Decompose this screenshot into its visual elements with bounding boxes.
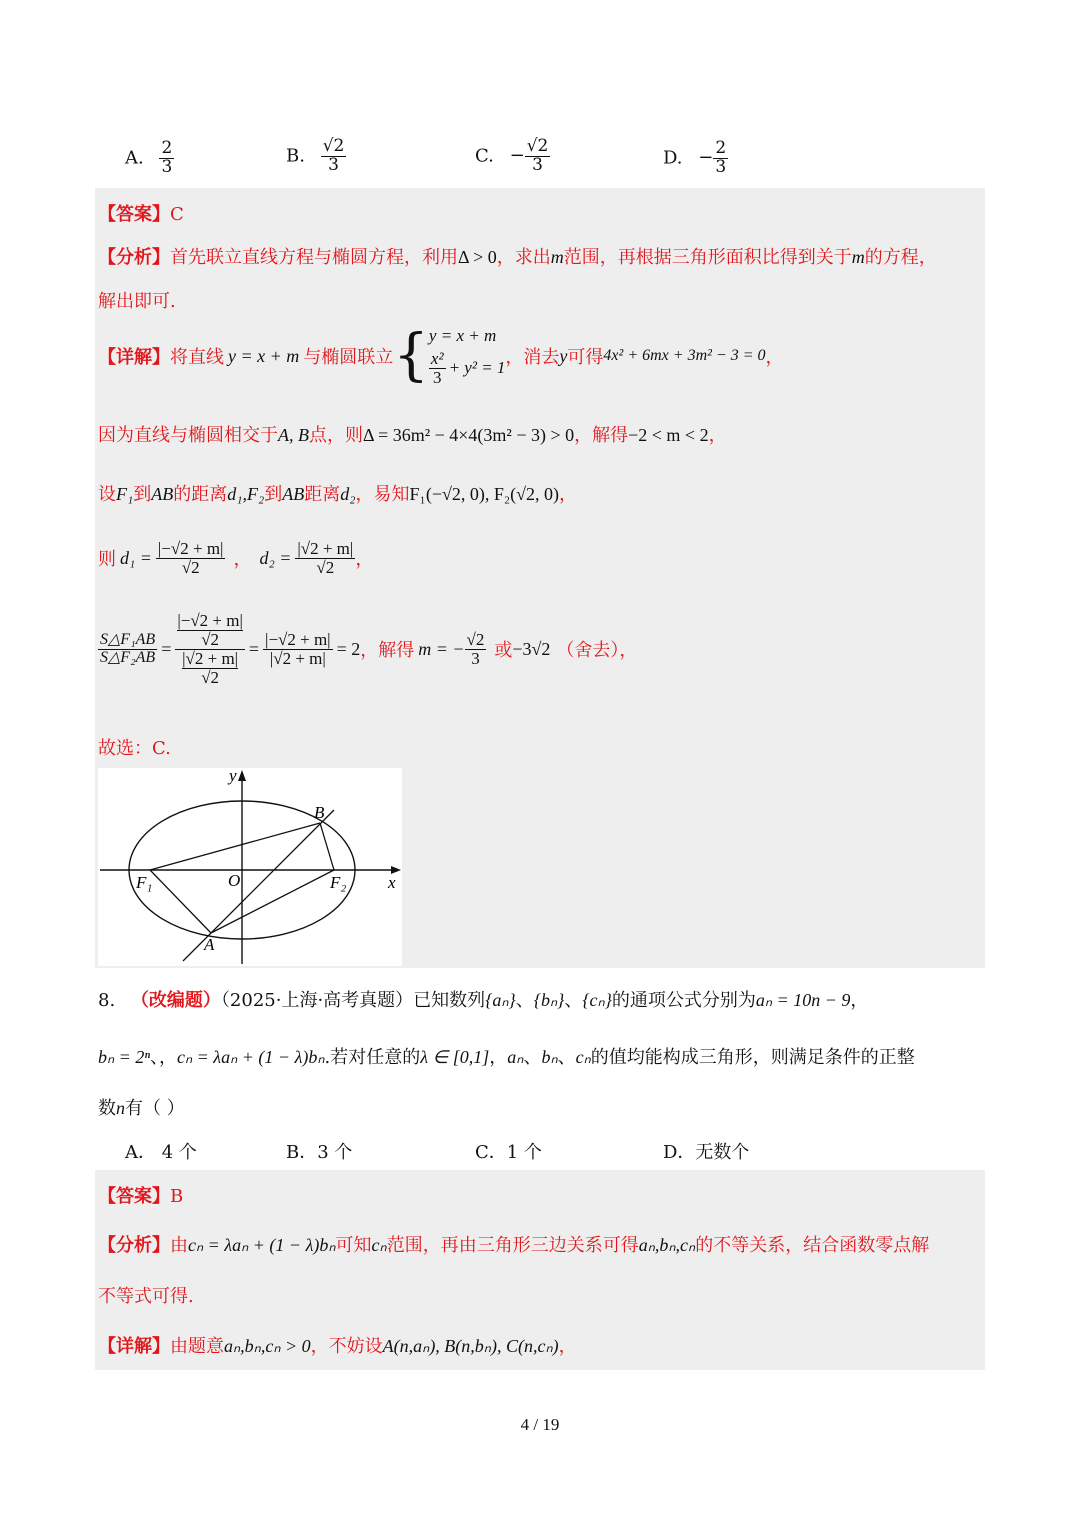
q7-analysis-line2: 解出即可. (98, 291, 176, 312)
analysis-text: 可知 (335, 1235, 372, 1256)
q8-stem-line3 (98, 1094, 185, 1120)
detail-tag: 【详解】 (98, 347, 170, 369)
math-expression: A(n,aₙ), B(n,bₙ), C(n,cₙ) (382, 1336, 559, 1356)
q7-option-d (663, 140, 728, 177)
math-variable: y (559, 345, 568, 366)
ellipse-figure (98, 768, 402, 966)
math-expression: AB (282, 484, 305, 504)
y-axis-arrow-icon (238, 770, 246, 781)
label-f2: F₂ (330, 873, 347, 892)
detail-text: 的距离 (173, 484, 228, 505)
q7-distance-line (98, 480, 577, 506)
math-expression: bₙ = 2ⁿ (98, 1047, 150, 1067)
fraction (156, 540, 226, 577)
math-variable: m (550, 247, 564, 267)
question-text: 有（ ） (125, 1098, 185, 1119)
question-text: 、， (150, 1047, 177, 1068)
math-expression: {bₙ} (533, 990, 565, 1010)
minus-sign: − (698, 147, 714, 169)
math-expression: d₁ = (120, 547, 152, 568)
area-ratio-fraction (98, 632, 157, 667)
fraction (525, 138, 551, 175)
fraction-denominator: √2 (201, 629, 220, 649)
option-label: C. (475, 145, 494, 167)
minus-sign: − (509, 145, 525, 167)
question-text: .若对任意的 (324, 1047, 421, 1068)
answer-tag: 【答案】 (98, 1186, 170, 1207)
page-number: 4 / 19 (520, 1415, 560, 1434)
segment-f1-b (150, 823, 320, 870)
analysis-text: 的不等关系，结合函数零点解 (695, 1235, 930, 1256)
q7-analysis-line1 (98, 243, 937, 269)
fraction-numerator: |√2 + m| (182, 648, 239, 668)
fraction-numerator: |−√2 + m| (177, 611, 243, 630)
option-label: D. (663, 147, 683, 169)
fraction-numerator: √2 (322, 136, 345, 156)
analysis-tag: 【分析】 (98, 247, 170, 268)
math-expression: aₙ,bₙ,cₙ (638, 1235, 696, 1255)
brace-glyph: { (393, 323, 429, 389)
math-expression: d₁,F₂ (227, 484, 265, 504)
q8-stem-line1 (98, 986, 868, 1012)
system-row-1: y = x + m (428, 326, 497, 345)
question-number: 8. (98, 990, 116, 1011)
q8-answer-line (98, 1182, 183, 1208)
question-source: （2025·上海·高考真题） (220, 990, 414, 1011)
math-expression: λ ∈ [0,1] (420, 1047, 490, 1067)
option-label: B. (286, 145, 305, 167)
detail-tag: 【详解】 (98, 1336, 170, 1357)
q8-analysis-line1 (98, 1231, 929, 1257)
analysis-text: 由 (170, 1235, 188, 1256)
question-text: 的通项公式分别为 (611, 990, 756, 1011)
equals-sign: = (161, 638, 172, 659)
q8-detail-line (98, 1332, 577, 1358)
detail-text: 则 (98, 549, 116, 571)
math-expression: A, B (278, 425, 309, 445)
detail-text: 由题意 (170, 1336, 224, 1357)
fraction (321, 138, 347, 175)
equation-system (393, 323, 506, 389)
question-text: ， (489, 1047, 508, 1068)
math-expression: y = x + m (228, 345, 300, 366)
fraction-numerator: |−√2 + m| (265, 629, 331, 649)
math-expression: Δ > 0 (458, 247, 497, 267)
question-tag: （改编题） (130, 990, 221, 1011)
detail-text: 或 (494, 640, 513, 662)
system-row-2 (429, 350, 506, 387)
detail-text: ，解得 (574, 425, 629, 446)
math-variable: n (116, 1098, 125, 1118)
detail-text: 将直线 (170, 347, 224, 369)
q8-option-b: B．3 个 (286, 1142, 353, 1163)
math-expression: d₂ (340, 484, 356, 504)
fraction-denominator: 3 (328, 154, 339, 175)
detail-text: 因为直线与椭圆相交于 (98, 425, 278, 446)
fraction-denominator: 3 (471, 648, 480, 668)
fraction (295, 540, 355, 577)
q8-analysis-line2: 不等式可得. (98, 1286, 194, 1307)
fraction-denominator: 3 (161, 156, 173, 177)
question-text: ， (850, 990, 869, 1011)
math-expression: = 2 (336, 638, 361, 659)
segment-f1-a (150, 870, 211, 933)
fraction-denominator: S△F₂AB (100, 648, 156, 666)
option-label: A. (125, 147, 144, 169)
question-text: 已知数列 (413, 990, 486, 1011)
fraction-denominator: √2 (201, 667, 220, 687)
question-text: 、 (557, 1047, 576, 1068)
analysis-tag: 【分析】 (98, 1235, 170, 1256)
fraction-denominator: 3 (532, 154, 543, 175)
q7-option-a (125, 140, 174, 177)
fraction-denominator: 3 (433, 367, 442, 387)
math-expression: cₙ = λaₙ + (1 − λ)bₙ (177, 1047, 325, 1067)
question-text: 、 (564, 990, 583, 1011)
math-expression: Δ = 36m² − 4×4(3m² − 3) > 0 (363, 425, 575, 445)
math-expression: {cₙ} (582, 990, 612, 1010)
detail-text: 与椭圆联立 (303, 347, 394, 369)
analysis-text: 范围，再根据三角形面积比得到关于 (563, 247, 852, 268)
math-expression: cₙ = λaₙ + (1 − λ)bₙ (188, 1235, 336, 1255)
math-expression: aₙ (507, 1047, 524, 1067)
fraction-denominator: √2 (181, 557, 200, 577)
label-a: A (204, 935, 215, 954)
q8-option-c: C．1 个 (475, 1142, 542, 1163)
question-text: 、 (523, 1047, 542, 1068)
answer-value: B (170, 1186, 184, 1207)
math-expression: cₙ (371, 1235, 387, 1255)
fraction (263, 631, 333, 668)
q7-option-b (286, 138, 346, 175)
answer-tag: 【答案】 (98, 204, 170, 225)
equals-sign: = (248, 638, 260, 659)
question-text: 、 (515, 990, 534, 1011)
fraction (429, 350, 446, 387)
q7-option-c (475, 138, 550, 175)
math-expression: 4x² + 6mx + 3m² − 3 = 0 (603, 347, 766, 365)
fraction (713, 140, 728, 177)
label-origin: O (228, 871, 241, 890)
question-text: 数 (98, 1098, 116, 1119)
q7-intersect-line (98, 421, 727, 447)
detail-text: ， (355, 549, 374, 571)
detail-text: 点，则 (309, 425, 363, 446)
fraction (465, 631, 487, 668)
detail-text: 到 (133, 484, 152, 505)
detail-text: （舍去）， (556, 640, 638, 662)
compound-numerator (175, 612, 245, 650)
q7-ratio-line (98, 612, 637, 686)
fraction-numerator: 2 (161, 138, 173, 158)
detail-text: 设 (98, 484, 116, 505)
q7-choice-line: 故选：C. (98, 738, 171, 759)
fraction-denominator: 3 (715, 156, 727, 177)
fraction-numerator: √2 (526, 136, 549, 156)
math-expression: aₙ,bₙ,cₙ > 0 (224, 1336, 311, 1356)
math-expression: aₙ = 10n − 9 (755, 990, 851, 1010)
math-expression: m = − (418, 638, 465, 659)
fraction-numerator: |√2 + m| (297, 539, 354, 558)
detail-text: ， (765, 347, 784, 369)
q7-d-values-line (98, 540, 373, 577)
analysis-text: 的方程， (864, 247, 937, 268)
math-expression: −3√2 (512, 638, 551, 659)
detail-text: ， (233, 549, 252, 571)
analysis-text: 首先联立直线方程与椭圆方程，利用 (170, 247, 458, 268)
detail-text: 距离 (304, 484, 341, 505)
analysis-text: ，求出 (496, 247, 551, 268)
fraction (159, 140, 174, 177)
system-rows (429, 326, 506, 387)
label-x: x (388, 873, 396, 892)
math-expression: {aₙ} (485, 990, 516, 1010)
label-b: B (314, 803, 325, 822)
detail-text: ，消去 (505, 347, 560, 369)
math-expression: d₂ = (259, 547, 292, 568)
label-f1: F₁ (136, 873, 153, 892)
q8-stem-line2 (98, 1043, 915, 1069)
detail-text: 到 (264, 484, 283, 505)
label-y: y (229, 768, 237, 785)
fraction-numerator: |−√2 + m| (157, 539, 224, 558)
math-expression: −2 < m < 2 (628, 425, 709, 445)
math-expression: cₙ (575, 1047, 591, 1067)
q8-option-d: D．无数个 (663, 1142, 750, 1163)
math-expression: F₁(−√2, 0), F₂(√2, 0) (409, 484, 560, 504)
q7-answer-line (98, 200, 184, 226)
segment-f2-b (320, 823, 334, 870)
math-expression: bₙ (541, 1047, 558, 1067)
detail-text: 可得 (567, 347, 604, 369)
math-variable: m (851, 247, 865, 267)
detail-text: ，不妨设 (310, 1336, 383, 1357)
detail-text: ， (558, 1336, 577, 1357)
fraction-denominator: √2 (316, 557, 335, 577)
detail-text: ，解得 (360, 640, 415, 662)
system-row-2-rest: + y² = 1 (448, 358, 506, 378)
compound-fraction (175, 612, 245, 686)
fraction-numerator: √2 (466, 629, 485, 649)
analysis-text: 范围，再由三角形三边关系可得 (386, 1235, 639, 1256)
question-text: 的值均能构成三角形，则满足条件的正整 (590, 1047, 915, 1068)
q8-option-a: A． 4 个 (125, 1142, 197, 1163)
fraction-numerator: S△F₁AB (100, 630, 156, 648)
math-expression: F₁ (116, 484, 134, 504)
fraction-denominator: |√2 + m| (269, 648, 326, 668)
fraction-numerator: 2 (715, 138, 727, 158)
answer-value: C (170, 204, 184, 225)
q7-detail-line (98, 323, 784, 389)
detail-text: ，易知 (355, 484, 410, 505)
math-expression: AB (151, 484, 174, 504)
detail-text: ， (559, 484, 578, 505)
compound-denominator (180, 650, 240, 687)
fraction-numerator: x² (430, 349, 444, 368)
detail-text: ， (708, 425, 727, 446)
